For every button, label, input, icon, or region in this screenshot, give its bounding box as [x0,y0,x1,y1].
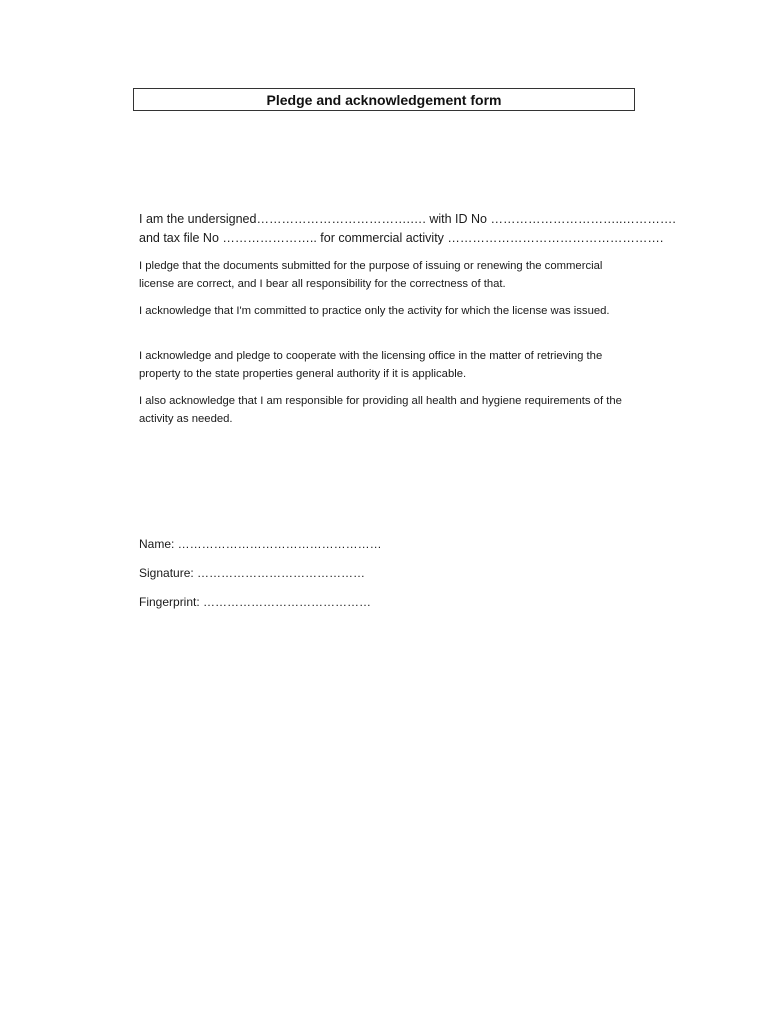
acknowledge-activity-paragraph: I acknowledge that I'm committed to practice only the activity for which the license was issued. [139,305,610,317]
intro-line-1: I am the undersigned……………………………….…. with ID No …………………………..…………. [139,212,676,226]
title-box [133,88,635,111]
intro-statement [139,210,676,248]
pledge-documents-paragraph: I pledge that the documents submitted for the purpose of issuing or renewing the commercial license are correct, and I bear all responsibility for the correctness of that. [139,260,603,290]
intro-line-2: and tax file No ………………….. for commercial activity ……………………………………………. [139,231,664,245]
name-field: Name: …………………………………………… [139,537,382,551]
signature-field: Signature: …………………………………… [139,566,366,580]
form-title: Pledge and acknowledgement form [266,91,502,108]
fingerprint-field: Fingerprint: …………………………………… [139,595,372,609]
cooperate-licensing-paragraph: I acknowledge and pledge to cooperate with the licensing office in the matter of retrieving the property to the state properties general authority if it is applicable. [139,350,603,380]
health-hygiene-paragraph: I also acknowledge that I am responsible for providing all health and hygiene requirements of the activity as needed. [139,395,622,425]
